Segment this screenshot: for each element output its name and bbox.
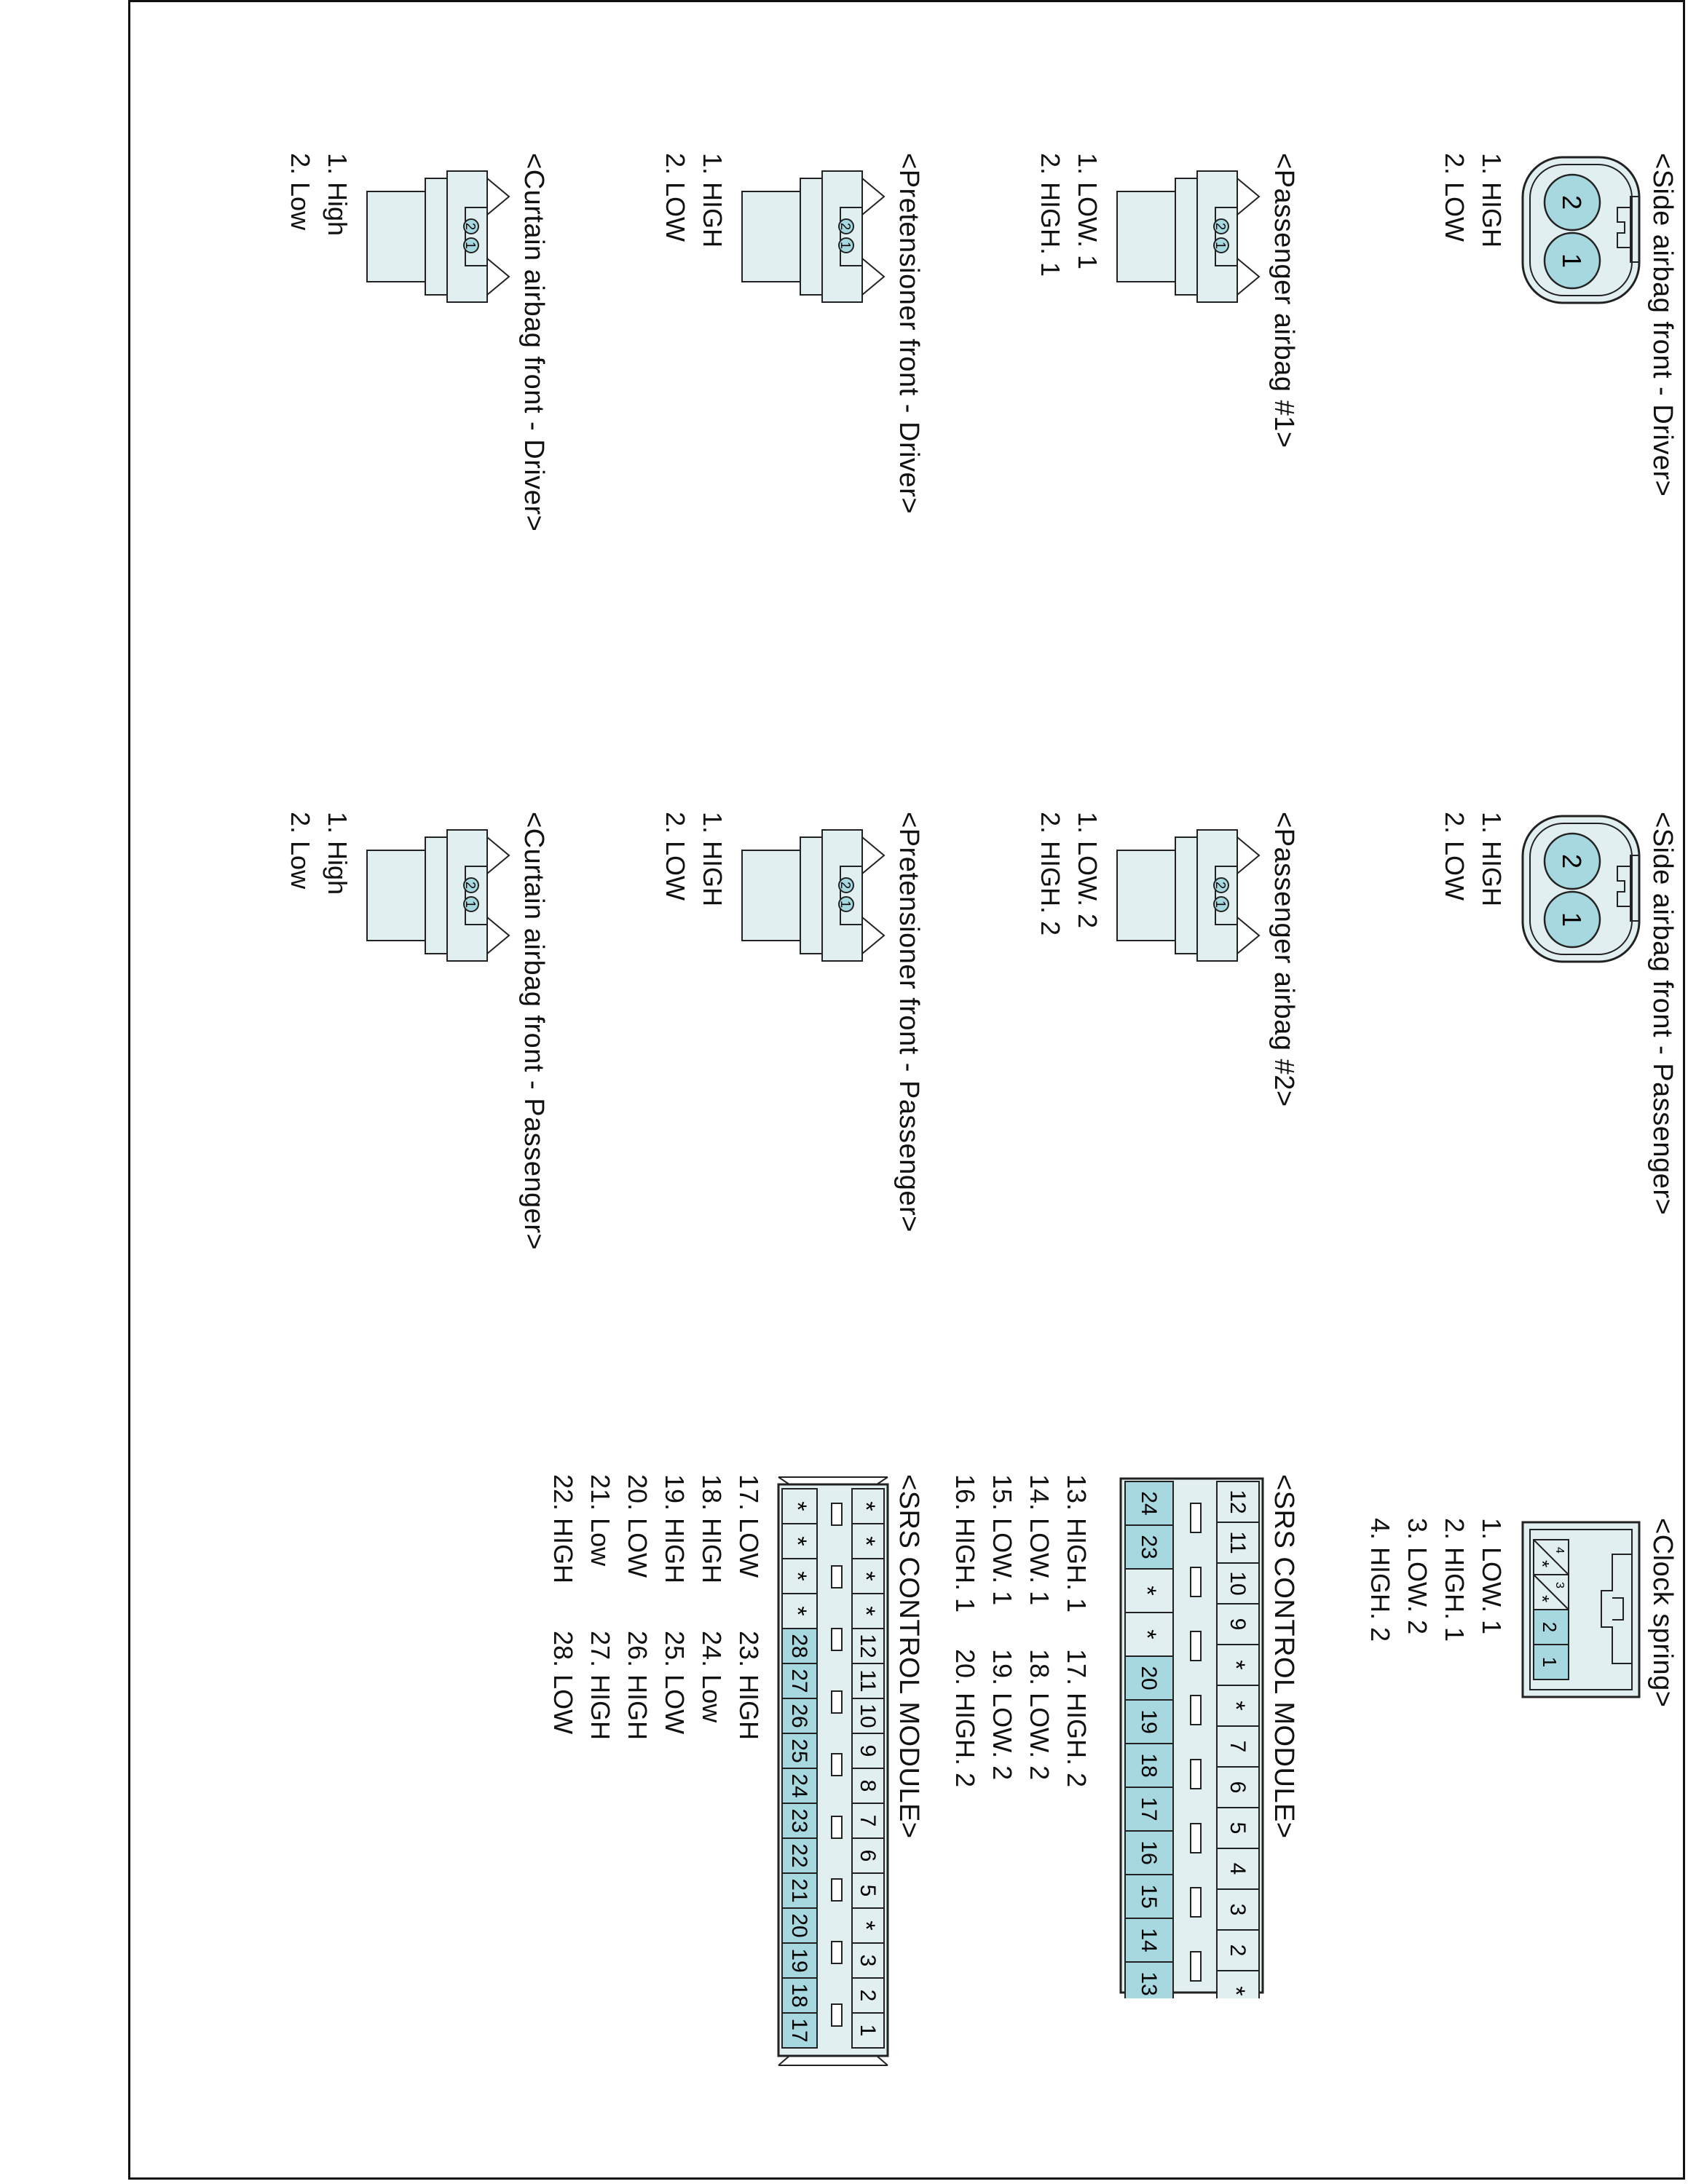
cavity bbox=[782, 1838, 817, 1873]
passenger-airbag-1-connector bbox=[1110, 164, 1266, 309]
cavity bbox=[782, 1594, 817, 1629]
pin-label: * bbox=[1133, 1586, 1161, 1596]
cavity bbox=[782, 1803, 817, 1838]
pin-label: 14 bbox=[1137, 1928, 1161, 1952]
pin-label: 7 bbox=[1226, 1740, 1250, 1753]
srs-module-b-pin-list-1 bbox=[545, 1474, 768, 1583]
curtain-passenger-connector bbox=[360, 823, 516, 968]
pin-label: 27 bbox=[787, 1669, 811, 1693]
pin-item: 2. Low bbox=[285, 153, 315, 231]
pin-label: * bbox=[1222, 1986, 1250, 1996]
cavity bbox=[1125, 1569, 1173, 1613]
latch-slot bbox=[1191, 1567, 1201, 1597]
pin-label: 5 bbox=[1226, 1821, 1250, 1835]
pin-item: 14. LOW. 1 bbox=[1025, 1474, 1054, 1606]
srs-module-a-connector bbox=[1113, 1474, 1266, 1998]
pin-label: 8 bbox=[856, 1779, 880, 1792]
pin-item: 23. HIGH bbox=[734, 1631, 764, 1741]
pin-label: 2 bbox=[1557, 853, 1587, 869]
pretensioner-driver-connector bbox=[735, 164, 891, 309]
pin-label: 1 bbox=[1557, 911, 1587, 927]
pin-label: 16 bbox=[1137, 1840, 1161, 1865]
side-front-passenger-connector bbox=[1503, 812, 1645, 994]
pin-label: 3 bbox=[856, 1954, 880, 1967]
curtain-passenger-pin-list bbox=[282, 812, 356, 895]
cavity bbox=[1125, 1787, 1173, 1831]
pin-label: 11 bbox=[856, 1669, 880, 1693]
srs-module-a-title: <SRS CONTROL MODULE> bbox=[1269, 1474, 1299, 1839]
pin-label: 1 bbox=[1213, 241, 1228, 250]
pin-label: 2 bbox=[1213, 881, 1228, 890]
cavity bbox=[852, 1698, 884, 1733]
pin-label: 2 bbox=[1539, 1621, 1561, 1633]
pin-item: 1. HIGH bbox=[698, 153, 727, 248]
latch-slot bbox=[832, 1503, 842, 1525]
pin-label: 1 bbox=[1539, 1656, 1561, 1668]
pin-item: 1. High bbox=[323, 153, 352, 237]
pin-label: 6 bbox=[856, 1849, 880, 1862]
cavity bbox=[852, 2013, 884, 2048]
clock-spring-title: <Clock spring> bbox=[1647, 1518, 1678, 1708]
pin-label: 18 bbox=[1137, 1753, 1161, 1778]
pin-label: 5 bbox=[856, 1884, 880, 1897]
pin-label: 12 bbox=[1226, 1489, 1250, 1514]
cavity bbox=[852, 1978, 884, 2013]
cavity bbox=[782, 1524, 817, 1559]
side-front-driver-pin-list bbox=[1436, 153, 1510, 248]
cavity bbox=[852, 1838, 884, 1873]
side-front-driver-title: <Side airbag front - Driver> bbox=[1647, 153, 1678, 497]
pin-item: 15. LOW. 1 bbox=[987, 1474, 1017, 1606]
cavity bbox=[1217, 1481, 1259, 1522]
latch-slot bbox=[832, 1754, 842, 1776]
pin-item: 16. HIGH. 1 bbox=[950, 1474, 980, 1613]
latch-slot bbox=[832, 1942, 842, 1963]
pin-label: * bbox=[852, 1606, 880, 1616]
latch-slot bbox=[1191, 1952, 1201, 1981]
pin-label: 2 bbox=[838, 881, 853, 890]
cavity bbox=[852, 1943, 884, 1978]
pin-label: 17 bbox=[787, 2018, 811, 2043]
latch-slot bbox=[1191, 1631, 1201, 1661]
pretensioner-passenger-title: <Pretensioner front - Passenger> bbox=[894, 812, 924, 1233]
pin-label: 1 bbox=[463, 241, 478, 250]
pin-label: 2 bbox=[1226, 1944, 1250, 1957]
pin-item: 24. Low bbox=[697, 1631, 727, 1723]
pin-label: 13 bbox=[1137, 1971, 1161, 1996]
cavity bbox=[1125, 1831, 1173, 1875]
cavity bbox=[782, 1663, 817, 1698]
pin-label: 15 bbox=[1137, 1884, 1161, 1909]
pin-label: 2 bbox=[463, 222, 478, 231]
pin-label: 12 bbox=[856, 1634, 880, 1658]
pin-label: 1 bbox=[463, 900, 478, 909]
pin-label: 2 bbox=[1213, 222, 1228, 231]
pin-item: 13. HIGH. 1 bbox=[1062, 1474, 1092, 1613]
cavity bbox=[1125, 1875, 1173, 1918]
curtain-driver-pin-list bbox=[282, 153, 356, 236]
pin-item: 1. LOW. 1 bbox=[1073, 153, 1103, 270]
pin-label: 25 bbox=[787, 1738, 811, 1763]
cavity bbox=[852, 1629, 884, 1663]
pin-item: 17. LOW bbox=[734, 1474, 764, 1578]
cavity bbox=[1217, 1645, 1259, 1685]
pin-label: * bbox=[1133, 1629, 1161, 1639]
latch-slot bbox=[832, 1691, 842, 1713]
pin-item: 2. LOW bbox=[1440, 812, 1470, 901]
pin-label: * bbox=[852, 1501, 880, 1511]
passenger-airbag-2-pin-list bbox=[1032, 812, 1106, 935]
cavity bbox=[1125, 1656, 1173, 1700]
cavity bbox=[782, 1629, 817, 1663]
cavity bbox=[1125, 1525, 1173, 1569]
pin-label: 19 bbox=[1137, 1709, 1161, 1734]
srs-module-b-pin-list-2 bbox=[545, 1631, 768, 1740]
pin-label: * bbox=[784, 1501, 811, 1511]
cavity bbox=[852, 1733, 884, 1768]
cavity bbox=[1125, 1744, 1173, 1787]
pin-item: 26. HIGH bbox=[623, 1631, 652, 1741]
passenger-airbag-1-title: <Passenger airbag #1> bbox=[1269, 153, 1299, 448]
cavity bbox=[1217, 1522, 1259, 1563]
pin-label: * bbox=[1222, 1701, 1250, 1711]
cavity bbox=[1125, 1613, 1173, 1656]
latch-slot bbox=[1191, 1888, 1201, 1917]
pin-item: 1. LOW. 2 bbox=[1073, 812, 1103, 929]
pin-label: 1 bbox=[838, 241, 853, 250]
cavity bbox=[1217, 1685, 1259, 1726]
pin-label: 22 bbox=[787, 1843, 811, 1868]
srs-module-b-title: <SRS CONTROL MODULE> bbox=[894, 1474, 924, 1839]
pin-label: * bbox=[784, 1571, 811, 1581]
cavity bbox=[852, 1559, 884, 1594]
pin-item: 1. HIGH bbox=[1477, 153, 1507, 248]
pin-label: * bbox=[852, 1920, 880, 1931]
pin-item: 19. LOW. 2 bbox=[987, 1649, 1017, 1781]
passenger-airbag-2-title: <Passenger airbag #2> bbox=[1269, 812, 1299, 1107]
cavity bbox=[1125, 1918, 1173, 1962]
pin-item: 20. LOW bbox=[623, 1474, 652, 1578]
pin-label: 2 bbox=[1557, 194, 1587, 210]
pin-item: 21. Low bbox=[585, 1474, 615, 1567]
pin-item: 18. LOW. 2 bbox=[1025, 1649, 1054, 1781]
pin-item: 3. LOW. 2 bbox=[1403, 1518, 1432, 1635]
pin-item: 2. HIGH. 1 bbox=[1440, 1518, 1470, 1642]
cavity bbox=[852, 1768, 884, 1803]
pin-item: 1. HIGH bbox=[698, 812, 727, 907]
pin-label: 4 bbox=[1553, 1547, 1566, 1554]
cavity bbox=[1217, 1848, 1259, 1889]
pin-label: 1 bbox=[838, 900, 853, 909]
pin-item: 19. HIGH bbox=[660, 1474, 690, 1584]
pin-label: 24 bbox=[787, 1773, 811, 1798]
cavity bbox=[1217, 1808, 1259, 1848]
latch-slot bbox=[832, 1879, 842, 1901]
pin-label: 6 bbox=[1226, 1781, 1250, 1794]
cavity bbox=[1217, 1767, 1259, 1808]
pin-label: 10 bbox=[856, 1704, 880, 1728]
pin-item: 1. HIGH bbox=[1477, 812, 1507, 907]
pin-item: 2. HIGH. 1 bbox=[1036, 153, 1065, 277]
cavity bbox=[852, 1524, 884, 1559]
pin-item: 25. LOW bbox=[660, 1631, 690, 1735]
pin-label: 19 bbox=[787, 1948, 811, 1973]
latch-slot bbox=[832, 1629, 842, 1650]
pin-label: 11 bbox=[1226, 1531, 1250, 1554]
cavity bbox=[1125, 1481, 1173, 1525]
curtain-passenger-title: <Curtain airbag front - Passenger> bbox=[518, 812, 549, 1251]
pin-label: * bbox=[852, 1536, 880, 1546]
pin-label: 1 bbox=[856, 2024, 880, 2037]
pin-label: 26 bbox=[787, 1704, 811, 1728]
cavity bbox=[852, 1594, 884, 1629]
pin-item: 18. HIGH bbox=[697, 1474, 727, 1584]
curtain-driver-title: <Curtain airbag front - Driver> bbox=[518, 153, 549, 532]
cavity bbox=[782, 1733, 817, 1768]
pin-item: 22. HIGH bbox=[548, 1474, 578, 1584]
pin-label: 10 bbox=[1226, 1571, 1250, 1596]
cavity bbox=[1217, 1889, 1259, 1930]
pin-label: 9 bbox=[856, 1744, 880, 1757]
diagram-sheet bbox=[128, 0, 1685, 2180]
pin-item: 4. HIGH. 2 bbox=[1365, 1518, 1395, 1642]
pin-label: * bbox=[852, 1571, 880, 1581]
pin-label: 23 bbox=[1137, 1535, 1161, 1559]
pin-label: * bbox=[784, 1536, 811, 1546]
latch-slot bbox=[832, 1816, 842, 1838]
pin-label: * bbox=[1531, 1560, 1553, 1568]
srs-module-b-connector bbox=[775, 1474, 891, 2071]
pin-label: 2 bbox=[463, 881, 478, 890]
pin-label: 18 bbox=[787, 1983, 811, 2008]
pin-label: 20 bbox=[787, 1913, 811, 1938]
latch-slot bbox=[832, 2004, 842, 2026]
pin-label: 2 bbox=[838, 222, 853, 231]
pin-label: 28 bbox=[787, 1634, 811, 1658]
pin-label: 2 bbox=[856, 1989, 880, 2002]
pretensioner-passenger-pin-list bbox=[657, 812, 731, 906]
pin-item: 1. High bbox=[323, 812, 352, 895]
cavity bbox=[852, 1873, 884, 1908]
latch-slot bbox=[1191, 1824, 1201, 1853]
pin-item: 28. LOW bbox=[548, 1631, 578, 1735]
cavity bbox=[782, 2013, 817, 2048]
pin-label: 1 bbox=[1557, 253, 1587, 269]
pin-label: 3 bbox=[1226, 1903, 1250, 1916]
pin-label: * bbox=[784, 1606, 811, 1616]
cavity bbox=[782, 1943, 817, 1978]
pin-label: 21 bbox=[787, 1878, 811, 1903]
cavity bbox=[852, 1489, 884, 1524]
pin-item: 2. HIGH. 2 bbox=[1036, 812, 1065, 936]
cavity bbox=[1217, 1563, 1259, 1604]
cavity bbox=[1217, 1971, 1259, 1998]
passenger-airbag-1-pin-list bbox=[1032, 153, 1106, 277]
latch-slot bbox=[1191, 1696, 1201, 1725]
latch-slot bbox=[1191, 1503, 1201, 1532]
pin-label: 20 bbox=[1137, 1666, 1161, 1690]
latch-slot bbox=[1191, 1760, 1201, 1789]
cavity bbox=[782, 1698, 817, 1733]
pin-label: * bbox=[1222, 1660, 1250, 1670]
curtain-driver-connector bbox=[360, 164, 516, 309]
cavity bbox=[1217, 1604, 1259, 1645]
pin-label: 24 bbox=[1137, 1491, 1161, 1516]
pin-label: 9 bbox=[1226, 1618, 1250, 1631]
side-front-passenger-title: <Side airbag front - Passenger> bbox=[1647, 812, 1678, 1216]
pin-label: * bbox=[1531, 1595, 1553, 1603]
pin-label: 4 bbox=[1226, 1862, 1250, 1875]
cavity bbox=[1125, 1700, 1173, 1744]
clock-spring-connector bbox=[1503, 1518, 1645, 1707]
passenger-airbag-2-connector bbox=[1110, 823, 1266, 968]
pretensioner-driver-pin-list bbox=[657, 153, 731, 248]
pin-label: 17 bbox=[1137, 1797, 1161, 1821]
pin-label: 3 bbox=[1553, 1582, 1566, 1588]
cavity bbox=[782, 1559, 817, 1594]
cavity bbox=[852, 1803, 884, 1838]
pin-item: 1. LOW. 1 bbox=[1477, 1518, 1507, 1635]
cavity bbox=[782, 1978, 817, 2013]
cavity bbox=[782, 1873, 817, 1908]
side-front-driver-connector bbox=[1503, 153, 1645, 335]
latch-slot bbox=[832, 1566, 842, 1588]
cavity bbox=[782, 1908, 817, 1943]
cavity bbox=[1125, 1962, 1173, 1998]
pin-item: 20. HIGH. 2 bbox=[950, 1649, 980, 1788]
clock-spring-pin-list bbox=[1362, 1518, 1510, 1642]
pin-item: 2. LOW bbox=[660, 812, 690, 901]
pin-item: 2. LOW bbox=[1440, 153, 1470, 242]
cavity bbox=[1217, 1930, 1259, 1971]
srs-module-a-pin-list-2 bbox=[947, 1649, 1095, 1787]
srs-module-a-pin-list-1 bbox=[947, 1474, 1095, 1613]
pin-item: 17. HIGH. 2 bbox=[1062, 1649, 1092, 1788]
pin-item: 2. Low bbox=[285, 812, 315, 890]
pin-label: 23 bbox=[787, 1808, 811, 1833]
pin-label: 7 bbox=[856, 1814, 880, 1827]
cavity bbox=[1217, 1726, 1259, 1767]
pin-label: 1 bbox=[1213, 900, 1228, 909]
pretensioner-driver-title: <Pretensioner front - Driver> bbox=[894, 153, 924, 515]
pin-item: 2. LOW bbox=[660, 153, 690, 242]
cavity bbox=[852, 1663, 884, 1698]
cavity bbox=[852, 1908, 884, 1943]
pin-item: 27. HIGH bbox=[585, 1631, 615, 1741]
cavity bbox=[782, 1768, 817, 1803]
side-front-passenger-pin-list bbox=[1436, 812, 1510, 906]
cavity bbox=[782, 1489, 817, 1524]
pretensioner-passenger-connector bbox=[735, 823, 891, 968]
